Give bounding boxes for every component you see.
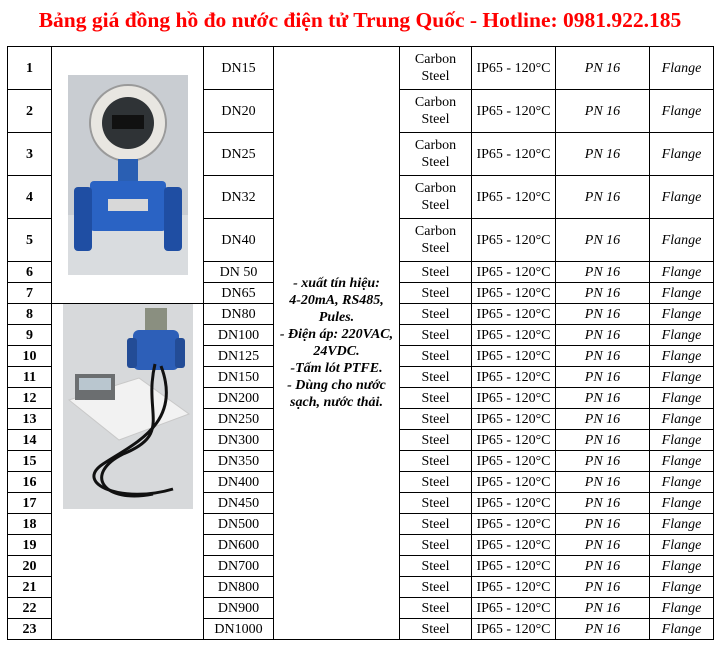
row-number: 16 <box>8 472 52 493</box>
pressure-cell: PN 16 <box>556 388 650 409</box>
protection-cell: IP65 - 120°C <box>472 472 556 493</box>
protection-cell: IP65 - 120°C <box>472 451 556 472</box>
protection-cell: IP65 - 120°C <box>472 325 556 346</box>
size-cell: DN65 <box>204 283 274 304</box>
row-number: 22 <box>8 598 52 619</box>
row-number: 21 <box>8 577 52 598</box>
size-cell: DN450 <box>204 493 274 514</box>
size-cell: DN32 <box>204 176 274 219</box>
pressure-cell: PN 16 <box>556 304 650 325</box>
size-cell: DN 50 <box>204 262 274 283</box>
protection-cell: IP65 - 120°C <box>472 47 556 90</box>
protection-cell: IP65 - 120°C <box>472 577 556 598</box>
size-cell: DN500 <box>204 514 274 535</box>
protection-cell: IP65 - 120°C <box>472 304 556 325</box>
protection-cell: IP65 - 120°C <box>472 283 556 304</box>
pressure-cell: PN 16 <box>556 325 650 346</box>
pressure-cell: PN 16 <box>556 577 650 598</box>
description-line: - Dùng cho nước <box>287 378 386 393</box>
size-cell: DN1000 <box>204 619 274 640</box>
connection-cell: Flange <box>650 472 714 493</box>
protection-cell: IP65 - 120°C <box>472 388 556 409</box>
connection-cell: Flange <box>650 176 714 219</box>
material-cell: Steel <box>400 388 472 409</box>
pressure-cell: PN 16 <box>556 133 650 176</box>
row-number: 8 <box>8 304 52 325</box>
protection-cell: IP65 - 120°C <box>472 219 556 262</box>
material-cell: Steel <box>400 493 472 514</box>
protection-cell: IP65 - 120°C <box>472 619 556 640</box>
size-cell: DN400 <box>204 472 274 493</box>
connection-cell: Flange <box>650 133 714 176</box>
size-cell: DN800 <box>204 577 274 598</box>
protection-cell: IP65 - 120°C <box>472 346 556 367</box>
row-number: 10 <box>8 346 52 367</box>
size-cell: DN20 <box>204 90 274 133</box>
material-cell: Carbon Steel <box>400 219 472 262</box>
material-cell: Steel <box>400 304 472 325</box>
pressure-cell: PN 16 <box>556 514 650 535</box>
pressure-cell: PN 16 <box>556 535 650 556</box>
material-cell: Carbon Steel <box>400 47 472 90</box>
material-cell: Steel <box>400 577 472 598</box>
protection-cell: IP65 - 120°C <box>472 409 556 430</box>
size-cell: DN40 <box>204 219 274 262</box>
material-cell: Steel <box>400 430 472 451</box>
product-image-cell <box>52 47 204 304</box>
description-line: - Điện áp: 220VAC, <box>279 327 394 342</box>
pressure-cell: PN 16 <box>556 47 650 90</box>
row-number: 12 <box>8 388 52 409</box>
description-line: -Tấm lót PTFE. <box>290 361 383 376</box>
pressure-cell: PN 16 <box>556 90 650 133</box>
protection-cell: IP65 - 120°C <box>472 598 556 619</box>
product-image-cell <box>52 304 204 640</box>
pressure-cell: PN 16 <box>556 619 650 640</box>
row-number: 23 <box>8 619 52 640</box>
protection-cell: IP65 - 120°C <box>472 493 556 514</box>
protection-cell: IP65 - 120°C <box>472 430 556 451</box>
pressure-cell: PN 16 <box>556 262 650 283</box>
pressure-cell: PN 16 <box>556 430 650 451</box>
row-number: 7 <box>8 283 52 304</box>
flowmeter-photo-large <box>63 304 193 509</box>
connection-cell: Flange <box>650 388 714 409</box>
size-cell: DN15 <box>204 47 274 90</box>
row-number: 14 <box>8 430 52 451</box>
protection-cell: IP65 - 120°C <box>472 367 556 388</box>
connection-cell: Flange <box>650 283 714 304</box>
material-cell: Steel <box>400 598 472 619</box>
connection-cell: Flange <box>650 493 714 514</box>
pressure-cell: PN 16 <box>556 346 650 367</box>
pressure-cell: PN 16 <box>556 283 650 304</box>
material-cell: Steel <box>400 472 472 493</box>
description-line: sạch, nước thải. <box>290 395 383 410</box>
connection-cell: Flange <box>650 346 714 367</box>
row-number: 6 <box>8 262 52 283</box>
connection-cell: Flange <box>650 619 714 640</box>
table-row <box>8 47 714 90</box>
material-cell: Steel <box>400 514 472 535</box>
description-cell <box>274 47 400 640</box>
connection-cell: Flange <box>650 556 714 577</box>
flowmeter-photo-small <box>68 75 188 275</box>
pressure-cell: PN 16 <box>556 409 650 430</box>
material-cell: Steel <box>400 283 472 304</box>
size-cell: DN600 <box>204 535 274 556</box>
connection-cell: Flange <box>650 409 714 430</box>
size-cell: DN25 <box>204 133 274 176</box>
protection-cell: IP65 - 120°C <box>472 556 556 577</box>
material-cell: Steel <box>400 325 472 346</box>
size-cell: DN700 <box>204 556 274 577</box>
material-cell: Carbon Steel <box>400 176 472 219</box>
protection-cell: IP65 - 120°C <box>472 514 556 535</box>
row-number: 5 <box>8 219 52 262</box>
row-number: 11 <box>8 367 52 388</box>
protection-cell: IP65 - 120°C <box>472 535 556 556</box>
description-line: 24VDC. <box>313 344 360 359</box>
row-number: 13 <box>8 409 52 430</box>
material-cell: Steel <box>400 346 472 367</box>
protection-cell: IP65 - 120°C <box>472 262 556 283</box>
material-cell: Steel <box>400 535 472 556</box>
size-cell: DN125 <box>204 346 274 367</box>
material-cell: Steel <box>400 619 472 640</box>
material-cell: Steel <box>400 451 472 472</box>
protection-cell: IP65 - 120°C <box>472 90 556 133</box>
connection-cell: Flange <box>650 325 714 346</box>
protection-cell: IP65 - 120°C <box>472 133 556 176</box>
price-table <box>7 46 714 640</box>
connection-cell: Flange <box>650 451 714 472</box>
pressure-cell: PN 16 <box>556 598 650 619</box>
material-cell: Steel <box>400 262 472 283</box>
size-cell: DN250 <box>204 409 274 430</box>
connection-cell: Flange <box>650 577 714 598</box>
protection-cell: IP65 - 120°C <box>472 176 556 219</box>
pressure-cell: PN 16 <box>556 493 650 514</box>
description-line: 4-20mA, RS485, <box>289 293 384 308</box>
connection-cell: Flange <box>650 47 714 90</box>
connection-cell: Flange <box>650 430 714 451</box>
pressure-cell: PN 16 <box>556 367 650 388</box>
connection-cell: Flange <box>650 219 714 262</box>
material-cell: Steel <box>400 556 472 577</box>
row-number: 4 <box>8 176 52 219</box>
size-cell: DN200 <box>204 388 274 409</box>
size-cell: DN300 <box>204 430 274 451</box>
row-number: 2 <box>8 90 52 133</box>
connection-cell: Flange <box>650 535 714 556</box>
description-line: Pules. <box>318 310 355 325</box>
pressure-cell: PN 16 <box>556 472 650 493</box>
size-cell: DN150 <box>204 367 274 388</box>
pressure-cell: PN 16 <box>556 219 650 262</box>
connection-cell: Flange <box>650 262 714 283</box>
size-cell: DN80 <box>204 304 274 325</box>
pressure-cell: PN 16 <box>556 556 650 577</box>
connection-cell: Flange <box>650 514 714 535</box>
connection-cell: Flange <box>650 598 714 619</box>
connection-cell: Flange <box>650 367 714 388</box>
row-number: 17 <box>8 493 52 514</box>
connection-cell: Flange <box>650 304 714 325</box>
row-number: 19 <box>8 535 52 556</box>
material-cell: Steel <box>400 367 472 388</box>
material-cell: Carbon Steel <box>400 133 472 176</box>
connection-cell: Flange <box>650 90 714 133</box>
pressure-cell: PN 16 <box>556 451 650 472</box>
description-line: - xuất tín hiệu: <box>293 276 380 291</box>
size-cell: DN350 <box>204 451 274 472</box>
row-number: 3 <box>8 133 52 176</box>
material-cell: Steel <box>400 409 472 430</box>
row-number: 15 <box>8 451 52 472</box>
row-number: 20 <box>8 556 52 577</box>
pressure-cell: PN 16 <box>556 176 650 219</box>
size-cell: DN100 <box>204 325 274 346</box>
page-title: Bảng giá đồng hồ đo nước điện tử Trung Quốc - Hotline: 0981.922.185 <box>38 8 682 32</box>
row-number: 18 <box>8 514 52 535</box>
material-cell: Carbon Steel <box>400 90 472 133</box>
size-cell: DN900 <box>204 598 274 619</box>
row-number: 9 <box>8 325 52 346</box>
row-number: 1 <box>8 47 52 90</box>
